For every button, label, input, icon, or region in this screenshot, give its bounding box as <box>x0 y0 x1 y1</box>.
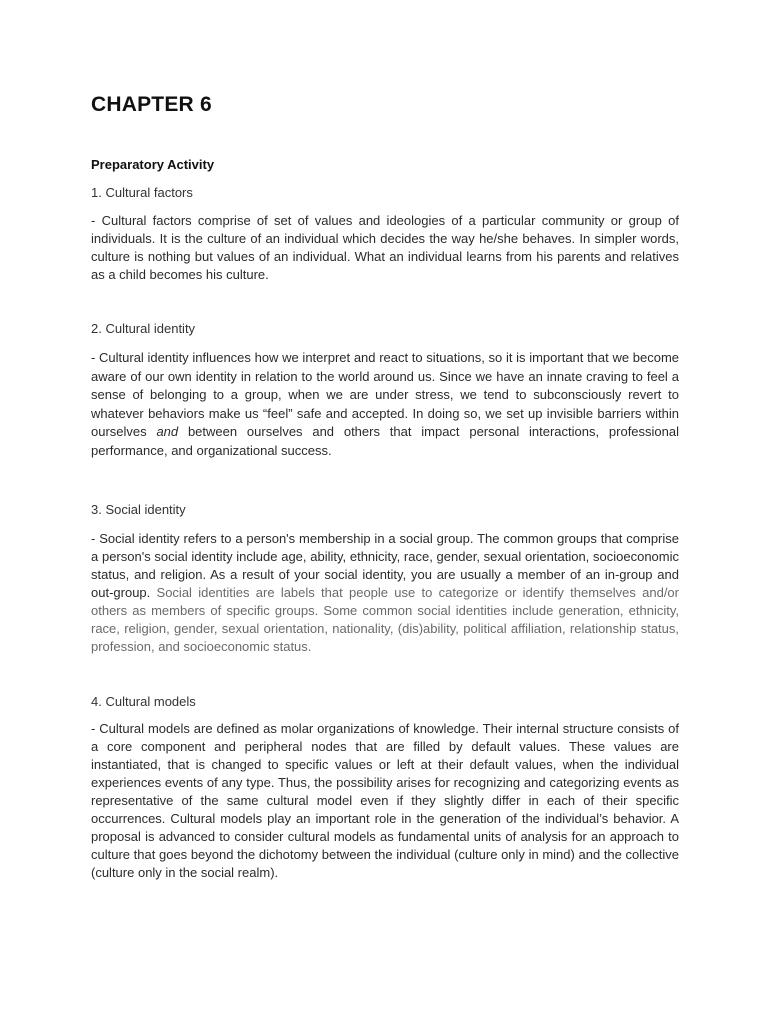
section-text-social-identity <box>91 530 679 656</box>
section-heading-cultural-models: 4. Cultural models <box>91 694 196 709</box>
social-identity-text-dark: - Social identity refers to a person's membership in a social group. The common groups that comprise a person's social identity include age, ability, ethnicity, race, gender, sexual orientation, socioeconomic status, and religion. As a result of your social identity, you are usually a member of an in-group and out-group. <box>91 531 679 600</box>
section-heading-cultural-identity: 2. Cultural identity <box>91 321 196 336</box>
social-identity-text-gray: Social identities are labels that people use to categorize or identify themselves and/or others as members of specific groups. Some common social identities include generation, ethnicity, race, religion, gender, sexual orientation, nationality, (dis)ability, political affiliation, relationship status, profession, and socioeconomic status. <box>91 585 679 654</box>
section-text-cultural-models: - Cultural models are defined as molar organizations of knowledge. Their internal structure consists of a core component and peripheral nodes that are filled by default values. These values are instantiated, that is changed to specific values or left at their default values, when the individual experiences events of any type. Thus, the possibility arises for recognizing and categorizing events as representative of the same cultural model even if they slightly differ in each of their specific occurrences. Cultural models play an important role in the generation of the individual’s behavior. A proposal is advanced to consider cultural models as fundamental units of analysis for an approach to culture that goes beyond the dichotomy between the individual (culture only in mind) and the collective (culture only in the social realm). <box>91 721 679 880</box>
chapter-title: CHAPTER 6 <box>91 93 212 116</box>
cultural-identity-italic-word: and <box>156 424 179 439</box>
preparatory-activity-heading: Preparatory Activity <box>91 157 215 172</box>
section-heading-cultural-factors: 1. Cultural factors <box>91 185 193 200</box>
section-heading-social-identity: 3. Social identity <box>91 502 186 517</box>
section-text-cultural-identity <box>91 349 679 460</box>
section-text-cultural-factors: - Cultural factors comprise of set of values and ideologies of a particular community or group of individuals. It is the culture of an individual which decides the way he/she behaves. In simpler words, culture is nothing but values of an individual. What an individual learns from his parents and relatives as a child becomes his culture. <box>91 213 679 282</box>
cultural-identity-text-part1: - Cultural identity influences how we interpret and react to situations, so it is important that we become aware of our own identity in relation to the world around us. Since we have an innate craving to feel a sense of belonging to a group, when we are under stress, we tend to subconsciously revert to whatever behaviors make us “feel” safe and accepted. In doing so, we set up invisible barriers within ourselves <box>91 350 679 439</box>
cultural-identity-text-part2: between ourselves and others that impact personal interactions, professional performance, and organizational success. <box>91 424 679 458</box>
